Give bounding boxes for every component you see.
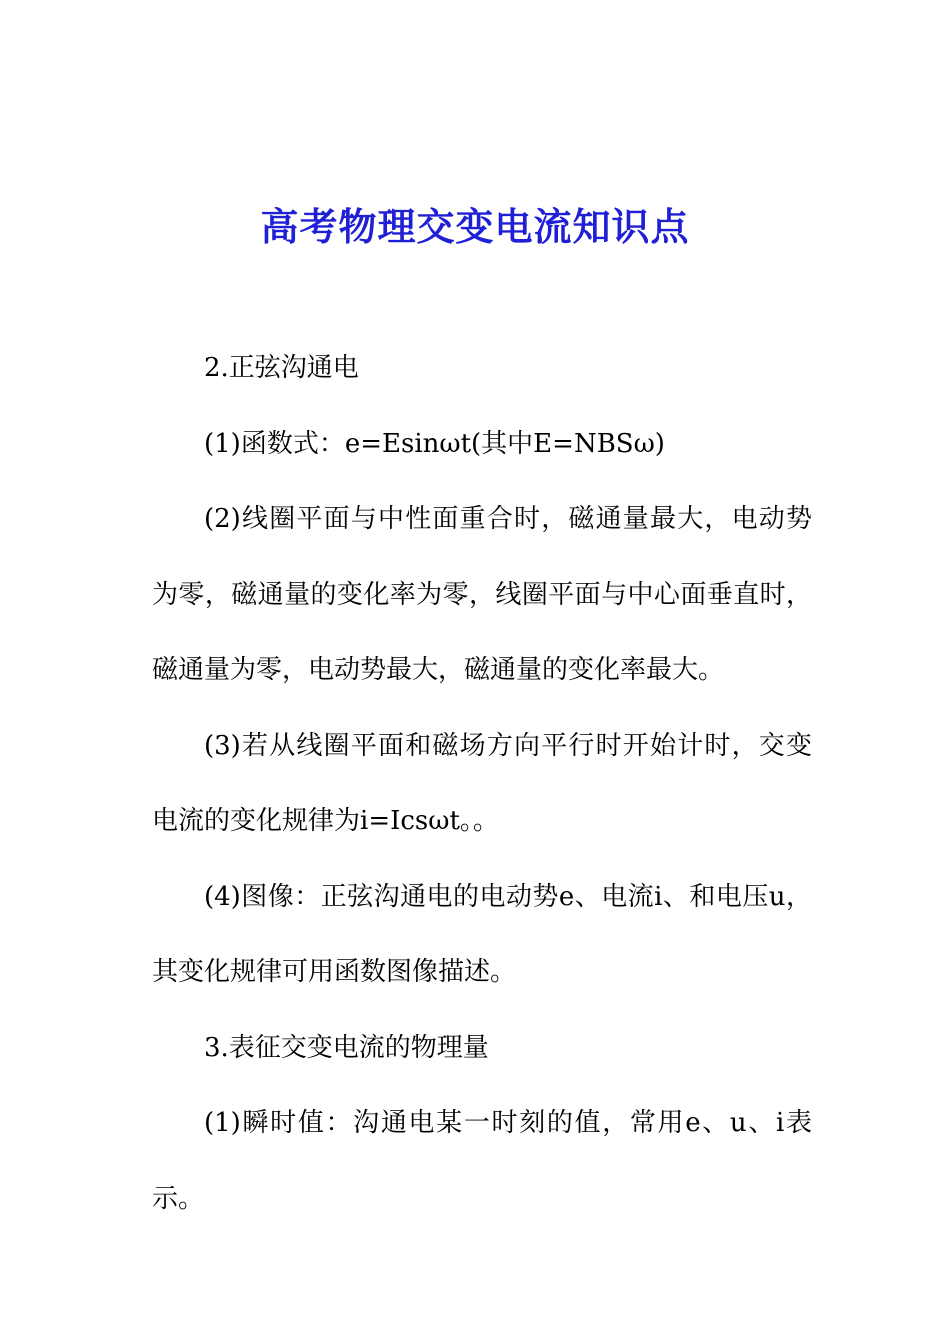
page-title: 高考物理交变电流知识点 [260, 204, 690, 250]
paragraph: (3)若从线圈平面和磁场方向平行时开始计时，交变电流的变化规律为i=Icsωt。。 [152, 730, 812, 836]
paragraph: (1)瞬时值：沟通电某一时刻的值，常用e、u、i表示。 [152, 1108, 812, 1214]
section-heading: 2.正弦沟通电 [204, 353, 359, 383]
document-body [152, 331, 812, 1237]
paragraph: (4)图像：正弦沟通电的电动势e、电流i、和电压u，其变化规律可用函数图像描述。 [152, 881, 812, 987]
paragraph: (2)线圈平面与中性面重合时，磁通量最大，电动势为零，磁通量的变化率为零，线圈平面与中心面垂直时，磁通量为零，电动势最大，磁通量的变化率最大。 [152, 504, 812, 685]
paragraph: (1)函数式：e=Esinωt(其中E=NBSω) [204, 428, 665, 459]
section-heading: 3.表征交变电流的物理量 [204, 1032, 489, 1063]
